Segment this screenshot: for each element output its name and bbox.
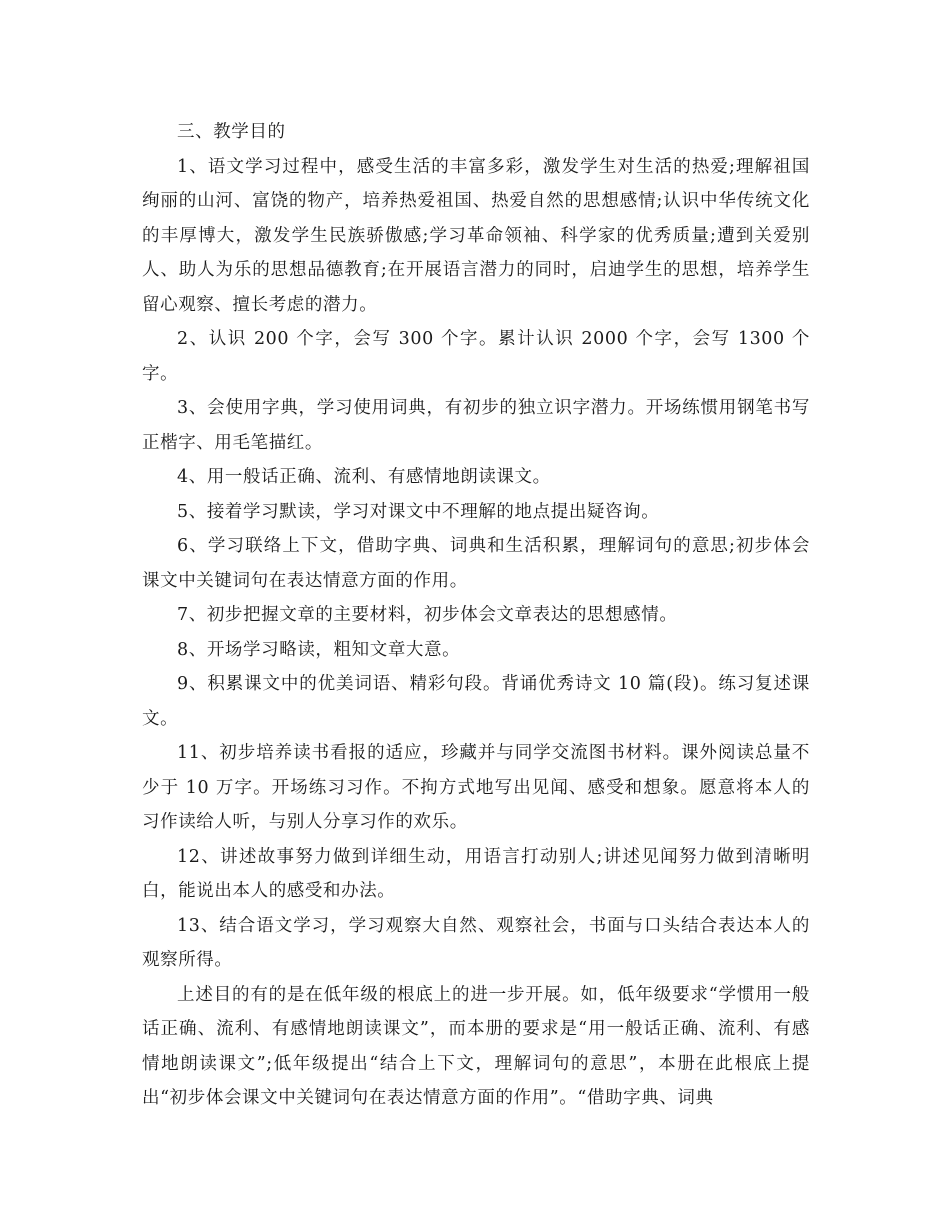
- objective-item-9: 9、积累课文中的优美词语、精彩句段。背诵优秀诗文 10 篇(段)。练习复述课文。: [142, 674, 810, 729]
- objective-item-11: 11、初步培养读书看报的适应，珍藏并与同学交流图书材料。课外阅读总量不少于 10 万字。开场练习习作。不拘方式地写出见闻、感受和想象。愿意将本人的习作读给人听，与别人分享习作的欢乐。: [142, 743, 810, 832]
- objective-item-13: 13、结合语文学习，学习观察大自然、观察社会，书面与口头结合表达本人的观察所得。: [142, 915, 810, 970]
- objective-item-5: 5、接着学习默读，学习对课文中不理解的地点提出疑咨询。: [177, 501, 660, 522]
- objective-item-2: 2、认识 200 个字，会写 300 个字。累计认识 2000 个字，会写 1300 个字。: [142, 329, 810, 384]
- document-body: [142, 115, 810, 1116]
- objective-item-3: 3、会使用字典，学习使用词典，有初步的独立识字潜力。开场练惯用钢笔书写正楷字、用毛笔描红。: [142, 398, 810, 453]
- objective-item-8: 8、开场学习略读，粗知文章大意。: [177, 639, 461, 660]
- objective-item-12: 12、讲述故事努力做到详细生动，用语言打动别人;讲述见闻努力做到清晰明白，能说出本人的感受和办法。: [142, 846, 810, 901]
- objective-item-4: 4、用一般话正确、流利、有感情地朗读课文。: [177, 467, 551, 487]
- objective-item-7: 7、初步把握文章的主要材料，初步体会文章表达的思想感情。: [177, 605, 678, 625]
- objective-item-6: 6、学习联络上下文，借助字典、词典和生活积累，理解词句的意思;初步体会课文中关键词句在表达情意方面的作用。: [142, 536, 810, 591]
- summary-paragraph: 上述目的有的是在低年级的根底上的进一步开展。如，低年级要求“学惯用一般话正确、流利、有感情地朗读课文”，而本册的要求是“用一般话正确、流利、有感情地朗读课文”;低年级提出“结合上下文，理解词句的意思”，本册在此根底上提出“初步体会课文中关键词句在表达情意方面的作用”。“借助字典、词典: [142, 984, 810, 1108]
- section-heading: 三、教学目的: [177, 122, 286, 142]
- objective-item-1: 1、语文学习过程中，感受生活的丰富多彩，激发学生对生活的热爱;理解祖国绚丽的山河、富饶的物产，培养热爱祖国、热爱自然的思想感情;认识中华传统文化的丰厚博大，激发学生民族骄傲感;学习革命领袖、科学家的优秀质量;遭到关爱别人、助人为乐的思想品德教育;在开展语言潜力的同时，启迪学生的思想，培养学生留心观察、擅长考虑的潜力。: [142, 156, 810, 315]
